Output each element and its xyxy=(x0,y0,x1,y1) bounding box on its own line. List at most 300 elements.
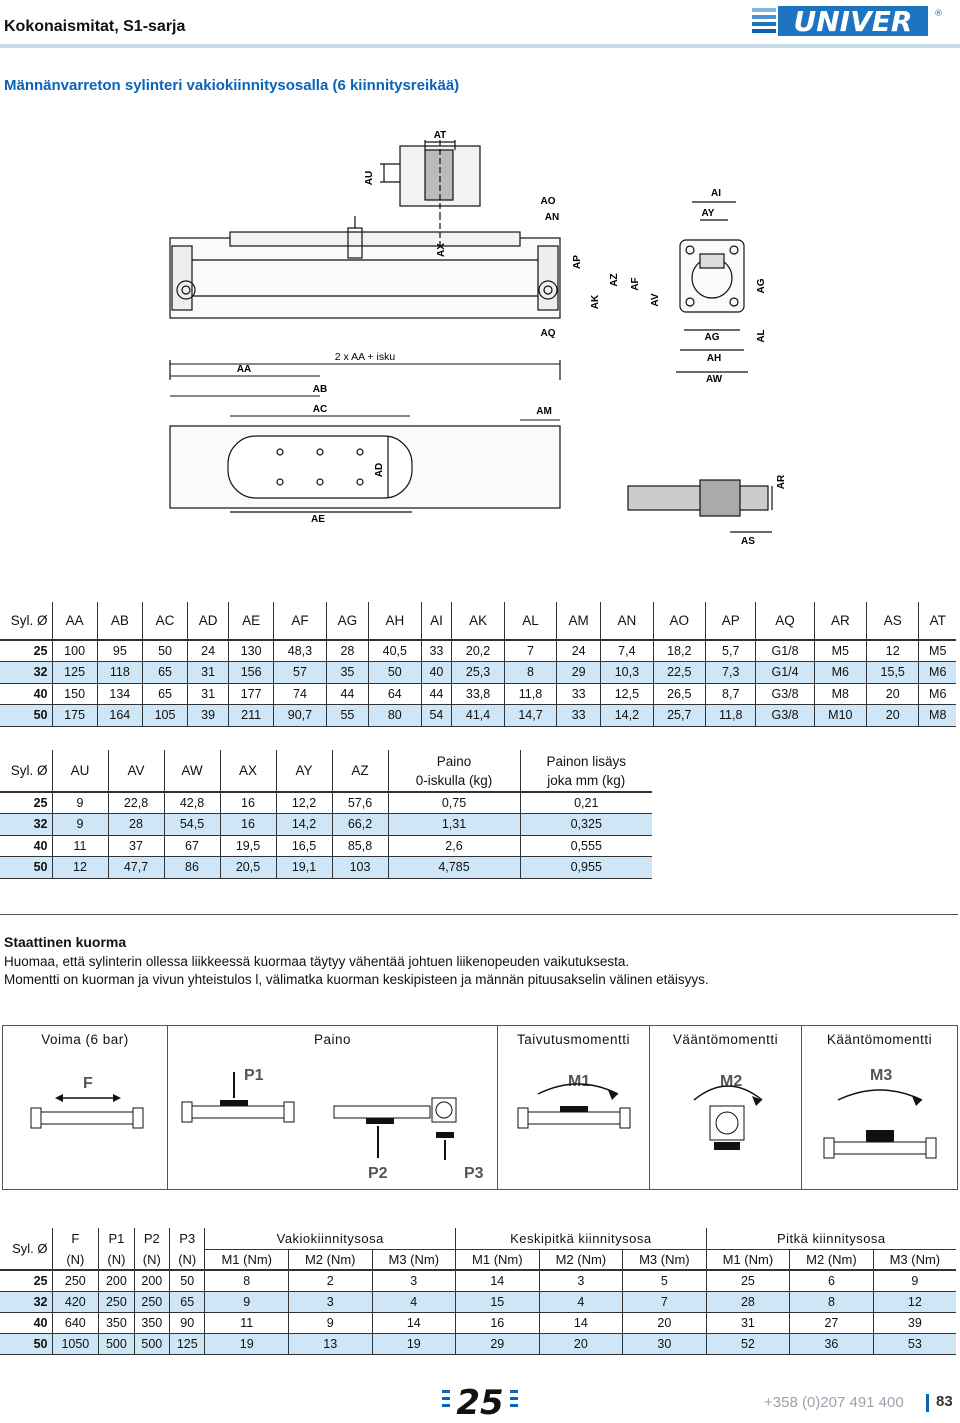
forces-diagram xyxy=(2,1025,958,1190)
table-cell: 11 xyxy=(52,835,108,857)
col-moment: M1 (Nm) xyxy=(456,1249,540,1270)
force-cell-paino xyxy=(167,1026,497,1189)
label-aa: AA xyxy=(236,364,252,375)
col-unit: (N) xyxy=(134,1249,169,1270)
label-am: AM xyxy=(536,406,552,417)
table-cell: 48,3 xyxy=(274,640,326,662)
table-cell: 350 xyxy=(99,1312,134,1333)
table-cell: 14 xyxy=(372,1312,456,1333)
col-header: AA xyxy=(52,602,97,640)
table-cell: 177 xyxy=(229,683,274,705)
table-cell: 57 xyxy=(274,662,326,684)
weights-table xyxy=(0,750,652,879)
table-row xyxy=(0,835,652,857)
group-header-pitka: Pitkä kiinnitysosa xyxy=(706,1228,956,1249)
label-an: AN xyxy=(544,212,560,223)
load-capacity-table xyxy=(0,1228,956,1355)
col-header: AM xyxy=(557,602,601,640)
table-cell: 4 xyxy=(372,1291,456,1312)
cylinder-end-view xyxy=(676,202,748,372)
table-cell: 8,7 xyxy=(706,683,756,705)
table-cell: 6 xyxy=(790,1270,874,1291)
label-as: AS xyxy=(741,536,755,547)
table-cell: 50 xyxy=(142,640,187,662)
table-cell: 90,7 xyxy=(274,705,326,727)
table-cell: 125 xyxy=(52,662,97,684)
group-header-vakio: Vakiokiinnitysosa xyxy=(205,1228,456,1249)
table-cell: 65 xyxy=(170,1291,205,1312)
label-ah: AH xyxy=(706,353,722,364)
table-cell: 134 xyxy=(97,683,142,705)
col-header: AN xyxy=(601,602,653,640)
table-cell: 10,3 xyxy=(601,662,653,684)
col-moment: M1 (Nm) xyxy=(706,1249,790,1270)
table-cell: 9 xyxy=(52,814,108,836)
col-header: AL xyxy=(504,602,556,640)
table-cell: 19,5 xyxy=(220,835,276,857)
table-cell: 13 xyxy=(288,1333,372,1354)
table-cell: 14 xyxy=(539,1312,623,1333)
table-cell: 80 xyxy=(369,705,421,727)
table-cell: 90 xyxy=(170,1312,205,1333)
cylinder-top-view xyxy=(170,426,560,512)
table-cell: 28 xyxy=(706,1291,790,1312)
label-ao: AO xyxy=(540,196,556,207)
table-cell: 29 xyxy=(456,1333,540,1354)
table-cell: 150 xyxy=(52,683,97,705)
table-cell: 3 xyxy=(372,1270,456,1291)
table-cell: 2 xyxy=(288,1270,372,1291)
table-cell: 7 xyxy=(623,1291,707,1312)
weights-header-row xyxy=(0,750,652,792)
table-cell: 15 xyxy=(456,1291,540,1312)
table-cell: 11 xyxy=(205,1312,289,1333)
table-cell: 3 xyxy=(539,1270,623,1291)
col-unit: (N) xyxy=(52,1249,99,1270)
table-cell: 1,31 xyxy=(388,814,520,836)
table-cell: G3/8 xyxy=(756,683,814,705)
col-header: AB xyxy=(97,602,142,640)
table-cell: 0,325 xyxy=(520,814,652,836)
table-cell: 50 xyxy=(170,1270,205,1291)
table-cell: G1/4 xyxy=(756,662,814,684)
load-header-row-2 xyxy=(0,1249,956,1270)
label-ai: AI xyxy=(711,188,721,199)
table-row xyxy=(0,814,652,836)
weight-header-line1: Paino xyxy=(436,753,472,769)
row-label: 40 xyxy=(0,835,52,857)
label-aw: AW xyxy=(705,374,723,385)
section-divider xyxy=(0,914,958,915)
table-cell: 0,75 xyxy=(388,792,520,814)
table-cell: 7 xyxy=(504,640,556,662)
table-cell: 9 xyxy=(873,1270,956,1291)
table-cell: 200 xyxy=(134,1270,169,1291)
col-header: AP xyxy=(706,602,756,640)
table-cell: 3 xyxy=(288,1291,372,1312)
table-cell: 250 xyxy=(99,1291,134,1312)
table-cell: 250 xyxy=(134,1291,169,1312)
table-cell: 20,5 xyxy=(220,857,276,879)
table-cell: 500 xyxy=(99,1333,134,1354)
table-cell: 12,2 xyxy=(276,792,332,814)
col-header-p1: P1 xyxy=(99,1228,134,1249)
table-cell: 66,2 xyxy=(332,814,388,836)
table-cell: 9 xyxy=(52,792,108,814)
label-ar: AR xyxy=(776,474,787,490)
table-cell: 118 xyxy=(97,662,142,684)
table-cell: 40 xyxy=(421,662,452,684)
table-cell: 25 xyxy=(706,1270,790,1291)
table-cell: 44 xyxy=(421,683,452,705)
table-cell: 4 xyxy=(539,1291,623,1312)
force-cell-kaanto xyxy=(801,1026,957,1189)
table-cell: 14,2 xyxy=(276,814,332,836)
label-au: AU xyxy=(364,170,375,186)
label-ad: AD xyxy=(374,462,385,478)
row-label: 50 xyxy=(0,857,52,879)
table-cell: 12,5 xyxy=(601,683,653,705)
table-cell: 33 xyxy=(557,683,601,705)
table-cell: 350 xyxy=(134,1312,169,1333)
col-header: AT xyxy=(919,602,956,640)
table-cell: 19,1 xyxy=(276,857,332,879)
dimensions-header-row xyxy=(0,602,956,640)
label-ac: AC xyxy=(312,404,328,415)
col-header-f: F xyxy=(52,1228,99,1249)
section-subtitle: Männänvarreton sylinteri vakiokiinnitysosalla (6 kiinnitysreikää) xyxy=(4,77,460,94)
table-cell: 4,785 xyxy=(388,857,520,879)
table-cell: 16,5 xyxy=(276,835,332,857)
force-m1-label: M1 xyxy=(568,1073,591,1090)
registered-mark: ® xyxy=(934,9,943,19)
table-cell: M5 xyxy=(919,640,956,662)
extra-weight-header xyxy=(520,750,652,792)
table-cell: 29 xyxy=(557,662,601,684)
col-header: AH xyxy=(369,602,421,640)
table-cell: 47,7 xyxy=(108,857,164,879)
table-cell: 5 xyxy=(623,1270,707,1291)
tilting-moment-icon xyxy=(802,1050,958,1189)
table-cell: 30 xyxy=(623,1333,707,1354)
table-cell: 42,8 xyxy=(164,792,220,814)
table-cell: 20 xyxy=(623,1312,707,1333)
col-header: AE xyxy=(229,602,274,640)
table-cell: 22,5 xyxy=(653,662,705,684)
table-cell: 105 xyxy=(142,705,187,727)
table-cell: 11,8 xyxy=(706,705,756,727)
table-row xyxy=(0,1333,956,1354)
table-cell: 130 xyxy=(229,640,274,662)
dimension-drawing xyxy=(0,120,960,590)
table-cell: 19 xyxy=(372,1333,456,1354)
col-unit: (N) xyxy=(170,1249,205,1270)
table-cell: 24 xyxy=(188,640,229,662)
force-label-kaanto: Kääntömomentti xyxy=(826,1032,933,1047)
col-header-p2: P2 xyxy=(134,1228,169,1249)
col-header: AD xyxy=(188,602,229,640)
section-detail xyxy=(628,480,772,532)
col-header: AG xyxy=(326,602,368,640)
col-header: AQ xyxy=(756,602,814,640)
table-cell: 67 xyxy=(164,835,220,857)
table-cell: 640 xyxy=(52,1312,99,1333)
force-m3-label: M3 xyxy=(870,1067,893,1084)
force-icon xyxy=(3,1050,167,1189)
label-af: AF xyxy=(630,277,641,291)
row-label: 50 xyxy=(0,1333,52,1354)
table-cell: 5,7 xyxy=(706,640,756,662)
col-moment: M1 (Nm) xyxy=(205,1249,289,1270)
top-detail xyxy=(380,140,480,214)
row-label: 32 xyxy=(0,814,52,836)
table-cell: 28 xyxy=(108,814,164,836)
table-cell: 85,8 xyxy=(332,835,388,857)
table-cell: 20 xyxy=(539,1333,623,1354)
table-cell: 40,5 xyxy=(369,640,421,662)
col-header: AK xyxy=(452,602,504,640)
col-header: AC xyxy=(142,602,187,640)
table-row xyxy=(0,705,956,727)
table-row xyxy=(0,857,652,879)
col-header: AZ xyxy=(332,750,388,792)
dimension-lines xyxy=(170,364,560,420)
weight-header xyxy=(388,750,520,792)
table-cell: 14 xyxy=(456,1270,540,1291)
table-cell: 103 xyxy=(332,857,388,879)
table-cell: 0,555 xyxy=(520,835,652,857)
table-cell: 35 xyxy=(326,662,368,684)
label-aq: AQ xyxy=(540,328,556,339)
logo-text: UNIVER xyxy=(793,5,913,38)
label-at: AT xyxy=(433,130,447,141)
table-cell: 211 xyxy=(229,705,274,727)
table-row xyxy=(0,662,956,684)
univer-logo xyxy=(752,4,958,40)
table-cell: 31 xyxy=(188,683,229,705)
col-moment: M3 (Nm) xyxy=(372,1249,456,1270)
col-header: AF xyxy=(274,602,326,640)
table-row xyxy=(0,792,652,814)
table-cell: 39 xyxy=(188,705,229,727)
force-f-label: F xyxy=(83,1075,93,1092)
table-cell: 1050 xyxy=(52,1333,99,1354)
table-cell: 20 xyxy=(867,683,919,705)
force-cell-voima xyxy=(3,1026,167,1189)
table-cell: 36 xyxy=(790,1333,874,1354)
label-ag-side: AG xyxy=(756,278,767,294)
force-cell-taivutus xyxy=(497,1026,649,1189)
table-row xyxy=(0,1291,956,1312)
table-cell: 20,2 xyxy=(452,640,504,662)
table-cell: 100 xyxy=(52,640,97,662)
force-label-paino: Paino xyxy=(313,1032,352,1047)
table-cell: 8 xyxy=(504,662,556,684)
table-cell: 44 xyxy=(326,683,368,705)
table-cell: 16 xyxy=(220,792,276,814)
weight-icon xyxy=(168,1050,498,1189)
table-cell: 156 xyxy=(229,662,274,684)
table-cell: 14,7 xyxy=(504,705,556,727)
table-cell: 9 xyxy=(288,1312,372,1333)
col-header: AR xyxy=(814,602,866,640)
table-cell: 250 xyxy=(52,1270,99,1291)
table-cell: 164 xyxy=(97,705,142,727)
table-cell: 28 xyxy=(326,640,368,662)
col-moment: M3 (Nm) xyxy=(623,1249,707,1270)
load-header-row-1 xyxy=(0,1228,956,1249)
table-cell: 64 xyxy=(369,683,421,705)
col-moment: M3 (Nm) xyxy=(873,1249,956,1270)
table-cell: 0,21 xyxy=(520,792,652,814)
table-cell: M8 xyxy=(814,683,866,705)
label-ag: AG xyxy=(704,332,720,343)
table-cell: 37 xyxy=(108,835,164,857)
table-cell: 55 xyxy=(326,705,368,727)
table-cell: 20 xyxy=(867,705,919,727)
table-cell: 26,5 xyxy=(653,683,705,705)
dimensions-table xyxy=(0,602,956,727)
footer-separator xyxy=(926,1394,929,1412)
label-ak: AK xyxy=(590,294,601,310)
col-header: AY xyxy=(276,750,332,792)
table-cell: 25,3 xyxy=(452,662,504,684)
force-label-voima: Voima (6 bar) xyxy=(41,1032,129,1047)
col-header: AW xyxy=(164,750,220,792)
table-cell: 12 xyxy=(867,640,919,662)
extra-header-line1: Painon lisäys xyxy=(546,753,627,769)
footer-phone: +358 (0)207 491 400 xyxy=(764,1394,904,1411)
col-header: Syl. Ø xyxy=(10,763,48,778)
table-cell: 7,4 xyxy=(601,640,653,662)
extra-header-line2: joka mm (kg) xyxy=(547,772,626,788)
page-number: 83 xyxy=(936,1393,953,1410)
table-cell: 11,8 xyxy=(504,683,556,705)
anniversary-badge xyxy=(442,1382,518,1418)
table-cell: M8 xyxy=(919,705,956,727)
col-header: AO xyxy=(653,602,705,640)
table-cell: 125 xyxy=(170,1333,205,1354)
table-cell: 175 xyxy=(52,705,97,727)
col-header: Syl. Ø xyxy=(10,613,48,628)
col-moment: M2 (Nm) xyxy=(539,1249,623,1270)
label-stroke: 2 x AA + isku xyxy=(334,351,396,363)
table-cell: 200 xyxy=(99,1270,134,1291)
table-cell: M6 xyxy=(919,662,956,684)
col-header-syl: Syl. Ø xyxy=(0,1228,52,1270)
table-cell: 24 xyxy=(557,640,601,662)
col-moment: M2 (Nm) xyxy=(790,1249,874,1270)
col-moment: M2 (Nm) xyxy=(288,1249,372,1270)
table-cell: 12 xyxy=(52,857,108,879)
table-cell: M10 xyxy=(814,705,866,727)
label-ap: AP xyxy=(572,255,583,269)
force-p2-label: P2 xyxy=(368,1165,388,1182)
row-label: 32 xyxy=(0,662,52,684)
table-cell: 39 xyxy=(873,1312,956,1333)
table-cell: 12 xyxy=(873,1291,956,1312)
table-cell: 19 xyxy=(205,1333,289,1354)
table-row xyxy=(0,640,956,662)
weight-header-line2: 0-iskulla (kg) xyxy=(415,772,493,788)
col-header: AV xyxy=(108,750,164,792)
bending-moment-icon xyxy=(498,1050,650,1189)
table-cell: 27 xyxy=(790,1312,874,1333)
label-av: AV xyxy=(650,293,661,307)
page-title: Kokonaismitat, S1-sarja xyxy=(4,18,186,35)
table-cell: 50 xyxy=(369,662,421,684)
table-cell: 65 xyxy=(142,662,187,684)
table-row xyxy=(0,683,956,705)
row-label: 25 xyxy=(0,792,52,814)
table-cell: M5 xyxy=(814,640,866,662)
table-cell: 31 xyxy=(188,662,229,684)
col-header: AI xyxy=(421,602,452,640)
table-cell: 25,7 xyxy=(653,705,705,727)
label-ae: AE xyxy=(311,514,325,525)
table-cell: M6 xyxy=(919,683,956,705)
table-cell: 500 xyxy=(134,1333,169,1354)
table-cell: 2,6 xyxy=(388,835,520,857)
table-cell: 74 xyxy=(274,683,326,705)
row-label: 40 xyxy=(0,1312,52,1333)
table-cell: 420 xyxy=(52,1291,99,1312)
table-cell: 7,3 xyxy=(706,662,756,684)
table-cell: 53 xyxy=(873,1333,956,1354)
force-m2-label: M2 xyxy=(720,1073,743,1090)
table-cell: G1/8 xyxy=(756,640,814,662)
table-cell: 95 xyxy=(97,640,142,662)
table-cell: 52 xyxy=(706,1333,790,1354)
row-label: 25 xyxy=(0,1270,52,1291)
table-cell: 15,5 xyxy=(867,662,919,684)
table-cell: 9 xyxy=(205,1291,289,1312)
static-load-title: Staattinen kuorma xyxy=(4,934,127,950)
table-cell: 57,6 xyxy=(332,792,388,814)
table-row xyxy=(0,1312,956,1333)
col-unit: (N) xyxy=(99,1249,134,1270)
table-cell: 14,2 xyxy=(601,705,653,727)
table-cell: 16 xyxy=(456,1312,540,1333)
col-header: AU xyxy=(52,750,108,792)
col-header-p3: P3 xyxy=(170,1228,205,1249)
logo-stripes xyxy=(752,8,776,33)
group-header-keskipitka: Keskipitkä kiinnitysosa xyxy=(456,1228,707,1249)
force-p3-label: P3 xyxy=(464,1165,484,1182)
table-cell: 33 xyxy=(421,640,452,662)
force-label-taivutus: Taivutusmomentti xyxy=(516,1032,631,1047)
row-label: 50 xyxy=(0,705,52,727)
label-al: AL xyxy=(756,329,767,343)
static-load-text-1: Huomaa, että sylinterin ollessa liikkeessä kuormaa täytyy vähentää johtuen liikenopeuden vaikutuksesta. xyxy=(4,954,630,969)
torsion-moment-icon xyxy=(650,1050,802,1189)
table-cell: 18,2 xyxy=(653,640,705,662)
table-cell: 33,8 xyxy=(452,683,504,705)
label-ax: AX xyxy=(436,243,447,257)
row-label: 40 xyxy=(0,683,52,705)
force-p1-label: P1 xyxy=(244,1067,264,1084)
col-header: AX xyxy=(220,750,276,792)
table-cell: 0,955 xyxy=(520,857,652,879)
table-cell: 54,5 xyxy=(164,814,220,836)
row-label: 32 xyxy=(0,1291,52,1312)
header-rule xyxy=(0,44,960,48)
label-az: AZ xyxy=(609,273,620,287)
force-label-vaanto: Vääntömomentti xyxy=(672,1032,779,1047)
table-cell: 8 xyxy=(790,1291,874,1312)
table-cell: 31 xyxy=(706,1312,790,1333)
label-ay: AY xyxy=(701,208,715,219)
